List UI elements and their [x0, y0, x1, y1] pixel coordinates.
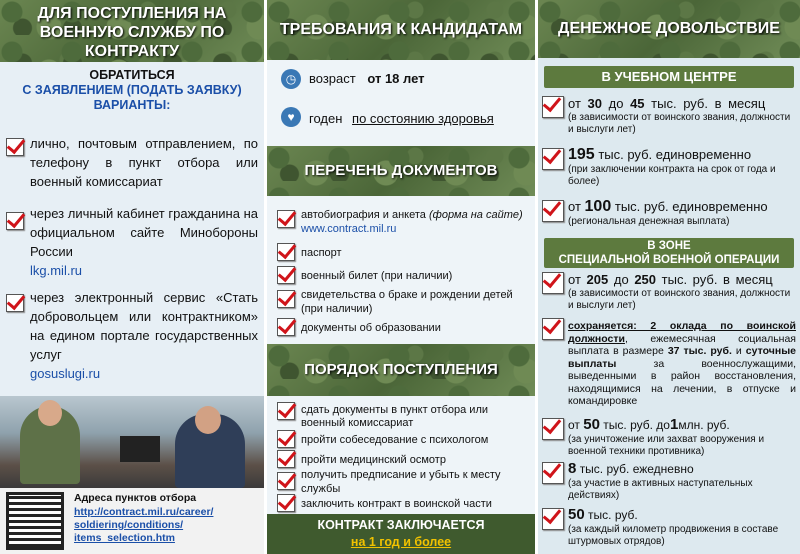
checkbox-icon	[542, 272, 564, 294]
checkbox-icon	[542, 508, 564, 530]
checkbox-icon	[277, 210, 295, 228]
column-pay	[538, 0, 800, 554]
checkbox-icon	[542, 148, 564, 170]
step-submit: сдать документы в пункт отбора или военный комиссариат	[301, 404, 489, 429]
checkbox-icon	[277, 243, 295, 261]
checkbox-icon	[6, 138, 24, 156]
qr-code-icon[interactable]	[6, 492, 64, 550]
contract-link[interactable]: www.contract.mil.ru	[301, 223, 397, 235]
pay-training-onetime: 195 тыс. руб. единовременно (при заключении контракта на срок от года и более)	[568, 146, 776, 187]
step-contract: заключить контракт в воинской части	[301, 498, 492, 510]
column-requirements	[267, 0, 538, 554]
option-gosuslugi: через электронный сервис «Стать добровольцем или контрактником» на едином портале государственных услуг gosuslugi.ru	[30, 290, 258, 381]
order-header: ПОРЯДОК ПОСТУПЛЕНИЯ	[267, 344, 535, 396]
option-personal-account: через личный кабинет гражданина на официальном сайте Минобороны России lkg.mil.ru	[30, 206, 258, 278]
doc-autobiography: автобиография и анкета (форма на сайте) www.contract.mil.ru	[301, 209, 523, 235]
checkbox-icon	[542, 200, 564, 222]
pay-regional: от 100 тыс. руб. единовременно (региональная денежная выплата)	[568, 198, 768, 227]
checkbox-icon	[542, 96, 564, 118]
checkbox-icon	[277, 450, 295, 468]
doc-education: документы об образовании	[301, 322, 441, 334]
pay-daily: 8 тыс. руб. ежедневно (за участие в активных наступательных действиях)	[568, 460, 753, 501]
checkbox-icon	[542, 418, 564, 440]
svo-header: В ЗОНЕ СПЕЦИАЛЬНОЙ ВОЕННОЙ ОПЕРАЦИИ	[544, 238, 794, 268]
doc-military-id: военный билет (при наличии)	[301, 270, 453, 282]
addresses-link[interactable]: http://contract.mil.ru/career/ soldiering/conditions/ items_selection.htm	[74, 506, 214, 544]
pay-svo-monthly: от 205 до 250 тыс. руб. в месяц (в зависимости от воинского звания, должности и выслуги лет)	[568, 272, 791, 311]
step-order: получить предписание и убыть к месту службы	[301, 469, 501, 495]
column-header: ТРЕБОВАНИЯ К КАНДИДАТАМ	[267, 0, 535, 60]
checkbox-icon	[277, 318, 295, 336]
option-in-person: лично, почтовым отправлением, по телефону в пункт отбора или военный комиссариат	[30, 136, 258, 189]
checkbox-icon	[277, 494, 295, 512]
checkbox-icon	[277, 402, 295, 420]
checkbox-icon	[277, 290, 295, 308]
clock-icon: ◷	[281, 69, 301, 89]
step-interview: пройти собеседование с психологом	[301, 434, 489, 446]
requirement-age: возраст от 18 лет	[309, 71, 425, 86]
pay-svo-retained: сохраняется: 2 оклада по воинской должности, ежемесячная социальная выплата в размере 37 тыс. руб. и суточные выплаты за военнослужащими, выведенными в район восстановления, находящимися на лечении, в отпуске и командировке	[568, 320, 797, 407]
checkbox-icon	[6, 294, 24, 312]
pay-training-monthly: от 30 до 45 тыс. руб. в месяц (в зависимости от воинского звания, должности и выслуги лет)	[568, 96, 791, 135]
column-header: ДЛЯ ПОСТУПЛЕНИЯ НА ВОЕННУЮ СЛУЖБУ ПО КОНТРАКТУ	[0, 0, 264, 62]
doc-certificates: свидетельства о браке и рождении детей (при наличии)	[301, 289, 513, 315]
apply-heading: ОБРАТИТЬСЯ С ЗАЯВЛЕНИЕМ (ПОДАТЬ ЗАЯВКУ) ВАРИАНТЫ:	[22, 68, 242, 112]
checkbox-icon	[277, 472, 295, 490]
checkbox-icon	[542, 318, 564, 340]
lkg-link[interactable]: lkg.mil.ru	[30, 263, 83, 278]
addresses-title: Адреса пунктов отбора	[74, 492, 197, 504]
step-medical: пройти медицинский осмотр	[301, 454, 446, 466]
pay-advance: 50 тыс. руб. (за каждый километр продвижения в составе штурмовых отрядов)	[568, 506, 779, 547]
gosuslugi-link[interactable]: gosuslugi.ru	[30, 366, 101, 381]
column-header: ДЕНЕЖНОЕ ДОВОЛЬСТВИЕ	[538, 0, 800, 58]
contract-box: КОНТРАКТ ЗАКЛЮЧАЕТСЯ на 1 год и более	[267, 514, 535, 554]
checkbox-icon	[542, 462, 564, 484]
training-center-header: В УЧЕБНОМ ЦЕНТРЕ	[544, 66, 794, 88]
checkbox-icon	[277, 430, 295, 448]
column-how-to-apply	[0, 0, 267, 554]
pay-equipment: от 50 тыс. руб. до1млн. руб. (за уничтожение или захват вооружения и военной техники противника)	[568, 416, 765, 457]
requirement-health: годен по состоянию здоровья	[309, 111, 494, 126]
addresses-box	[0, 488, 264, 554]
checkbox-icon	[277, 266, 295, 284]
recruitment-photo	[0, 396, 264, 488]
monitor	[120, 436, 160, 462]
docs-header: ПЕРЕЧЕНЬ ДОКУМЕНТОВ	[267, 146, 535, 196]
doc-passport: паспорт	[301, 247, 342, 259]
heart-icon: ♥	[281, 107, 301, 127]
checkbox-icon	[6, 212, 24, 230]
